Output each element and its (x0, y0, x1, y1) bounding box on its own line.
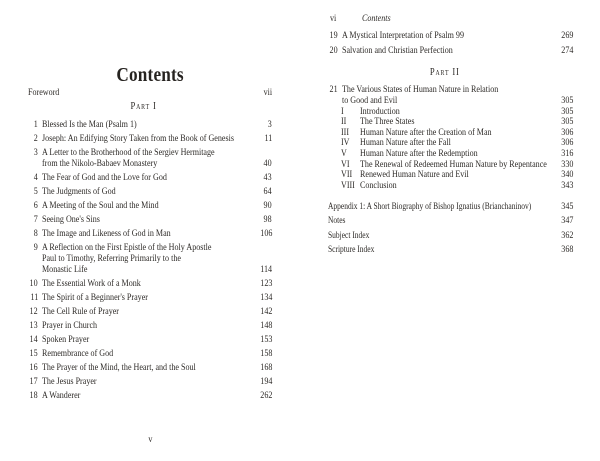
entry-page: 316 (560, 147, 573, 159)
entry-page: 262 (259, 389, 272, 401)
entry-page: 158 (259, 347, 272, 359)
page-title-text: Contents (116, 64, 184, 86)
entry-title: Human Nature after the Redemption (360, 147, 478, 159)
contents-page-left (28, 0, 272, 461)
contents-page-right (328, 0, 573, 461)
entry-title: The Renewal of Redeemed Human Nature by Repentance (360, 158, 547, 170)
toc-entry (28, 147, 272, 170)
part-1-heading: Part I (130, 101, 158, 112)
toc-entry (28, 133, 272, 144)
running-title: Contents (362, 13, 391, 24)
entry-title: Spoken Prayer (42, 334, 90, 345)
entry-title: Scripture Index (328, 243, 375, 255)
entry-title: The Spirit of a Beginner's Prayer (42, 292, 148, 304)
entry-page: 40 (263, 158, 272, 170)
page-title (28, 64, 272, 86)
entry-page: 11 (264, 132, 272, 144)
toc-entry (28, 292, 272, 303)
entry-page: 305 (560, 116, 573, 128)
toc-entry-21-group (328, 85, 573, 191)
entry-title: Human Nature after the Creation of Man (360, 126, 492, 138)
entry-page: 123 (259, 278, 272, 290)
entry-title: The Prayer of the Mind, the Heart, and the Soul (42, 361, 196, 373)
toc-entry (28, 242, 272, 276)
entry-title: Remembrance of God (42, 347, 114, 359)
toc-entry (28, 228, 272, 239)
toc-subentry (328, 181, 573, 192)
entry-number: 15 (29, 347, 38, 359)
entry-page: 368 (560, 243, 573, 255)
toc-entry (328, 85, 573, 107)
entry-title: Renewed Human Nature and Evil (360, 169, 469, 181)
entry-title: The Jesus Prayer (42, 375, 97, 387)
back-matter-entries (328, 201, 573, 258)
entry-number: 12 (29, 306, 38, 318)
entry-page: 148 (259, 320, 272, 332)
toc-entry (28, 306, 272, 317)
entry-title: A Meeting of the Soul and the Mind (42, 199, 159, 211)
entry-page: 340 (560, 169, 573, 181)
toc-entries-part-1 (28, 119, 272, 404)
running-head (328, 13, 573, 25)
back-matter-entry (328, 244, 573, 255)
entry-title: A Reflection on the First Epistle of the Holy Apostle Paul to Timothy, Referring Primarily to the Monastic Life (42, 241, 212, 276)
entry-title: The Essential Work of a Monk (42, 278, 141, 290)
back-matter-entry (328, 201, 573, 212)
back-matter-entry (328, 230, 573, 241)
entry-title: A Wanderer (42, 389, 81, 401)
entry-page: 362 (560, 229, 573, 241)
entry-title: The Fear of God and the Love for God (42, 172, 167, 184)
entry-page: 142 (259, 306, 272, 318)
entry-page: 98 (263, 213, 272, 225)
toc-entry (328, 45, 573, 56)
toc-entry-foreword (28, 87, 272, 98)
entry-number: II (341, 116, 347, 128)
entry-page: 274 (560, 44, 573, 56)
entry-number: 3 (33, 146, 38, 158)
entry-number: VII (341, 169, 353, 181)
entry-title: Prayer in Church (42, 320, 98, 332)
entry-title: Appendix 1: A Short Biography of Bishop Ignatius (Brianchaninov) (328, 201, 532, 212)
entry-page: 153 (259, 334, 272, 345)
entry-page: 343 (560, 179, 573, 191)
part-2-heading: Part II (429, 67, 460, 78)
entry-page: 269 (560, 30, 573, 41)
toc-entries-part-1-continued (328, 30, 573, 59)
entry-number: 17 (29, 375, 38, 387)
entry-title: The Three States (360, 116, 415, 128)
entry-number: 16 (29, 361, 38, 373)
entry-number: 21 (329, 84, 338, 95)
entry-title: The Judgments of God (42, 186, 116, 198)
entry-number: 7 (33, 213, 38, 225)
entry-number: 11 (30, 292, 38, 304)
entry-page: 134 (259, 292, 272, 304)
entry-title: Joseph: An Edifying Story Taken from the Book of Genesis (42, 132, 235, 144)
entry-page: 330 (560, 158, 573, 170)
entry-title: Foreword (28, 87, 60, 98)
entry-number: VI (341, 158, 350, 170)
toc-entry (28, 362, 272, 373)
entry-page: 64 (263, 186, 272, 198)
entry-page: 43 (263, 172, 272, 184)
entry-page: 305 (560, 94, 573, 106)
entry-number: 10 (29, 278, 38, 290)
entry-title: A Mystical Interpretation of Psalm 99 (342, 30, 464, 41)
entry-title: The Cell Rule of Prayer (42, 306, 119, 318)
entry-number: 1 (33, 119, 38, 130)
toc-entry (28, 172, 272, 183)
entry-title: Conclusion (360, 179, 397, 191)
entry-number: 18 (29, 389, 38, 401)
toc-entry (28, 200, 272, 211)
entry-number: III (341, 126, 350, 138)
entry-title: Notes (328, 215, 346, 227)
entry-number: 4 (33, 172, 38, 184)
entry-title: Subject Index (328, 229, 370, 241)
entry-title: Salvation and Christian Perfection (342, 44, 453, 56)
right-page-folio: vi (330, 13, 337, 24)
entry-number: V (341, 147, 347, 159)
entry-page: 90 (263, 199, 272, 211)
entry-title: Blessed Is the Man (Psalm 1) (42, 119, 137, 130)
entry-number: 5 (33, 186, 38, 198)
entry-title: Seeing One's Sins (42, 213, 100, 225)
entry-title: Human Nature after the Fall (360, 137, 451, 149)
entry-number: 14 (29, 334, 38, 345)
toc-entry (328, 30, 573, 41)
toc-entry (28, 119, 272, 130)
toc-entry (28, 390, 272, 401)
entry-page: 3 (267, 119, 272, 130)
toc-entry (28, 214, 272, 225)
toc-entry (28, 334, 272, 345)
entry-number: 9 (33, 241, 38, 253)
entry-number: 19 (329, 30, 338, 41)
entry-number: 2 (33, 132, 38, 144)
toc-entry (28, 348, 272, 359)
entry-title: Introduction (360, 105, 400, 117)
entry-page: 306 (560, 137, 573, 149)
entry-title: The Various States of Human Nature in Relation to Good and Evil (342, 84, 499, 106)
entry-page: 345 (560, 201, 573, 212)
entry-number: 20 (329, 44, 338, 56)
entry-page: 106 (259, 227, 272, 239)
toc-entry (28, 320, 272, 331)
entry-title: A Letter to the Brotherhood of the Sergiev Hermitage from the Nikolo-Babaev Monastery (42, 146, 215, 170)
entry-page: 347 (560, 215, 573, 227)
entry-number: IV (341, 137, 350, 149)
entry-number: I (341, 105, 344, 117)
toc-entry (28, 278, 272, 289)
entry-number: 8 (33, 227, 38, 239)
entry-page: 114 (260, 264, 272, 276)
entry-title: The Image and Likeness of God in Man (42, 227, 171, 239)
entry-number: VIII (341, 179, 355, 191)
toc-entry (28, 376, 272, 387)
entry-page: vii (263, 87, 272, 98)
entry-number: 6 (33, 199, 38, 211)
back-matter-entry (328, 215, 573, 226)
entry-page: 305 (560, 105, 573, 117)
toc-entry (28, 186, 272, 197)
entry-number: 13 (29, 320, 38, 332)
entry-page: 194 (259, 375, 272, 387)
entry-page: 306 (560, 126, 573, 138)
entry-page: 168 (259, 361, 272, 373)
left-page-folio: v (147, 434, 153, 445)
